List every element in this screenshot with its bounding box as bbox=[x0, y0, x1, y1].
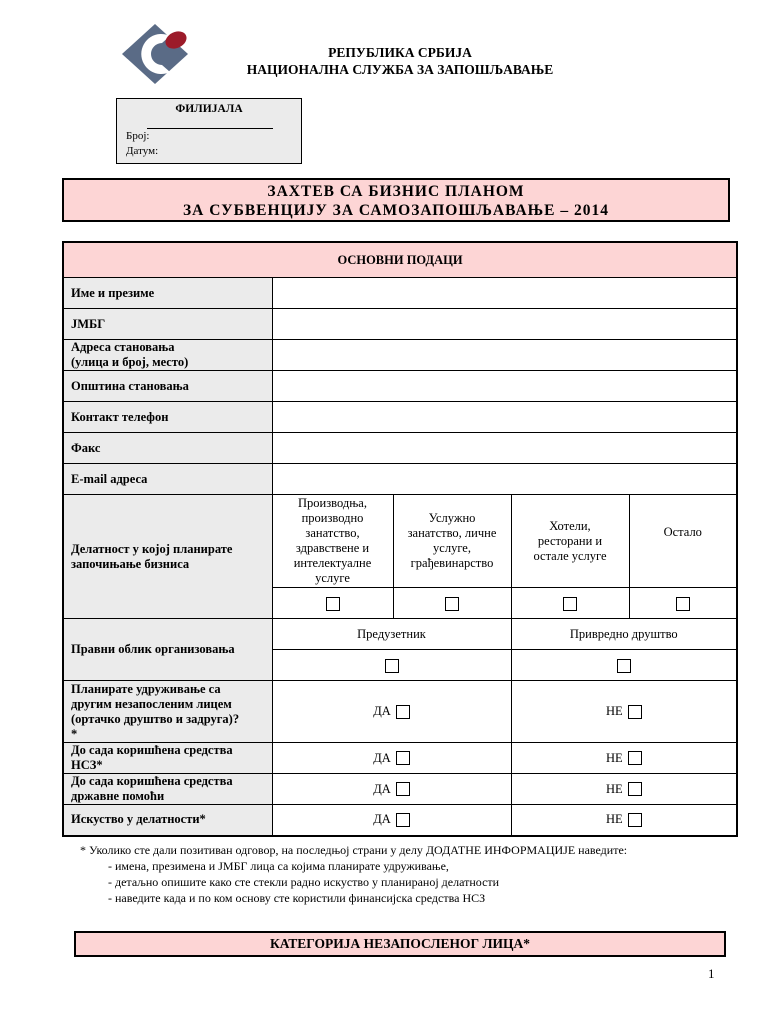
legal-form-entrepreneur-label: Предузетник bbox=[272, 619, 511, 650]
state-aid-line: До сада коришћена средства bbox=[71, 774, 233, 788]
partnership-no-cell bbox=[511, 681, 737, 743]
partnership-question-line: * bbox=[71, 726, 78, 741]
experience-no-cell bbox=[511, 805, 737, 836]
phone-field[interactable] bbox=[272, 402, 737, 433]
nsz-logo-graphic bbox=[120, 22, 190, 86]
activity-services-line: занатство, личне bbox=[407, 526, 497, 540]
fax-field[interactable] bbox=[272, 433, 737, 464]
footnote-line3: - детаљно опишите како сте стекли радно искуство у планираној делатности bbox=[108, 875, 500, 889]
activity-hotels-checkbox[interactable] bbox=[563, 597, 577, 611]
partnership-yes-checkbox[interactable] bbox=[396, 705, 410, 719]
activity-services-line: услуге, bbox=[433, 541, 471, 555]
activity-option-hotels bbox=[511, 495, 629, 588]
partnership-question-line: Планирате удруживање са bbox=[71, 681, 221, 696]
footnote-line2: - имена, презимена и ЈМБГ лица са којима планирате удруживање, bbox=[108, 859, 449, 873]
legal-form-company-checkbox[interactable] bbox=[617, 659, 631, 673]
legal-form-company-cell bbox=[511, 650, 737, 681]
label-partnership-question bbox=[63, 681, 272, 743]
activity-services-checkbox[interactable] bbox=[445, 597, 459, 611]
branch-box bbox=[116, 98, 302, 164]
experience-yes-checkbox[interactable] bbox=[396, 813, 410, 827]
no-label: НЕ bbox=[605, 704, 623, 718]
activity-services-line: грађевинарство bbox=[410, 556, 494, 570]
label-legal-form: Правни облик организовања bbox=[63, 619, 272, 681]
experience-no-checkbox[interactable] bbox=[628, 813, 642, 827]
legal-form-entrepreneur-cell bbox=[272, 650, 511, 681]
section-title-basic-data: ОСНОВНИ ПОДАЦИ bbox=[63, 242, 737, 278]
branch-date-label: Датум: bbox=[126, 145, 159, 157]
state-aid-no-checkbox[interactable] bbox=[628, 782, 642, 796]
nsz-funds-no-checkbox[interactable] bbox=[628, 751, 642, 765]
activity-option-other bbox=[629, 495, 737, 588]
header-agency: НАЦИОНАЛНА СЛУЖБА ЗА ЗАПОШЉАВАЊЕ bbox=[246, 62, 554, 77]
yes-label: ДА bbox=[373, 812, 391, 827]
activity-production-line: Производња, bbox=[298, 496, 367, 510]
state-aid-yes-cell bbox=[272, 774, 511, 805]
jmbg-field[interactable] bbox=[272, 309, 737, 340]
form-title-line1: ЗАХТЕВ СА БИЗНИС ПЛАНОМ bbox=[267, 183, 525, 200]
label-experience: Искуство у делатности* bbox=[63, 805, 272, 836]
label-activity bbox=[63, 495, 272, 619]
activity-production-line: занатство, bbox=[305, 526, 360, 540]
page-number: 1 bbox=[708, 966, 715, 981]
activity-hotels-line: ресторани и bbox=[537, 533, 603, 548]
nsz-funds-no-cell bbox=[511, 743, 737, 774]
nsz-funds-line: НСЗ* bbox=[71, 758, 103, 772]
nsz-funds-yes-cell bbox=[272, 743, 511, 774]
full-name-field[interactable] bbox=[272, 278, 737, 309]
label-activity-line2: започињање бизниса bbox=[71, 556, 190, 571]
legal-form-entrepreneur-checkbox[interactable] bbox=[385, 659, 399, 673]
label-nsz-funds bbox=[63, 743, 272, 774]
no-label: НЕ bbox=[605, 750, 623, 765]
footnote-line1: * Уколико сте дали позитиван одговор, на последњој страни у делу ДОДАТНЕ ИНФОРМАЦИЈЕ наведите: bbox=[80, 843, 628, 857]
activity-hotels-cell bbox=[511, 588, 629, 619]
label-address bbox=[63, 340, 272, 371]
activity-production-line: производно bbox=[301, 511, 364, 525]
footnote bbox=[80, 842, 740, 906]
address-field[interactable] bbox=[272, 340, 737, 371]
activity-hotels-line: остале услуге bbox=[533, 548, 607, 563]
nsz-funds-line: До сада коришћена средства bbox=[71, 743, 233, 757]
activity-hotels-line: Хотели, bbox=[549, 518, 591, 533]
label-address-line2: (улица и број, место) bbox=[71, 355, 189, 369]
partnership-question-line: (ортачко друштво и задруга)? bbox=[71, 711, 240, 726]
partnership-yes-cell bbox=[272, 681, 511, 743]
state-aid-line: државне помоћи bbox=[71, 789, 165, 803]
email-field[interactable] bbox=[272, 464, 737, 495]
nsz-logo bbox=[120, 22, 190, 86]
state-aid-yes-checkbox[interactable] bbox=[396, 782, 410, 796]
activity-production-line: услуге bbox=[315, 571, 350, 585]
activity-production-cell bbox=[272, 588, 393, 619]
branch-line bbox=[147, 128, 273, 129]
form-title bbox=[62, 178, 730, 222]
label-activity-line1: Делатност у којој планирате bbox=[71, 541, 233, 556]
activity-option-services bbox=[393, 495, 511, 588]
experience-yes-cell bbox=[272, 805, 511, 836]
branch-number-label: Број: bbox=[126, 130, 150, 142]
label-address-line1: Адреса становања bbox=[71, 340, 175, 354]
activity-other-cell bbox=[629, 588, 737, 619]
nsz-funds-yes-checkbox[interactable] bbox=[396, 751, 410, 765]
state-aid-no-cell bbox=[511, 774, 737, 805]
no-label: НЕ bbox=[605, 781, 623, 796]
activity-services-cell bbox=[393, 588, 511, 619]
branch-title: ФИЛИЈАЛА bbox=[175, 103, 243, 115]
activity-other-line: Остало bbox=[663, 525, 702, 539]
no-label: НЕ bbox=[605, 812, 623, 827]
section-title-unemployed-category: КАТЕГОРИЈА НЕЗАПОСЛЕНОГ ЛИЦА* bbox=[74, 931, 726, 957]
municipality-field[interactable] bbox=[272, 371, 737, 402]
activity-other-checkbox[interactable] bbox=[676, 597, 690, 611]
yes-label: ДА bbox=[373, 704, 391, 718]
yes-label: ДА bbox=[373, 750, 391, 765]
partnership-question-line: другим незапосленим лицем bbox=[71, 696, 232, 711]
label-fax: Факс bbox=[63, 433, 272, 464]
label-state-aid bbox=[63, 774, 272, 805]
activity-services-line: Услужно bbox=[428, 511, 476, 525]
activity-production-line: интелектуалне bbox=[293, 556, 372, 570]
label-jmbg: ЈМБГ bbox=[63, 309, 272, 340]
footnote-line4: - наведите када и по ком основу сте користили финансијска средства НСЗ bbox=[108, 891, 486, 905]
legal-form-company-label: Привредно друштво bbox=[511, 619, 737, 650]
basic-data-table bbox=[62, 241, 738, 837]
label-email: E-mail адреса bbox=[63, 464, 272, 495]
activity-production-line: здравствене и bbox=[295, 541, 370, 555]
activity-option-production bbox=[272, 495, 393, 588]
form-title-line2: ЗА СУБВЕНЦИЈУ ЗА САМОЗАПОШЉАВАЊЕ – 2014 bbox=[182, 202, 610, 219]
label-phone: Контакт телефон bbox=[63, 402, 272, 433]
label-full-name: Име и презиме bbox=[63, 278, 272, 309]
activity-production-checkbox[interactable] bbox=[326, 597, 340, 611]
label-municipality: Општина становања bbox=[63, 371, 272, 402]
yes-label: ДА bbox=[373, 781, 391, 796]
partnership-no-checkbox[interactable] bbox=[628, 705, 642, 719]
header-republic: РЕПУБЛИКА СРБИЈА bbox=[328, 45, 472, 60]
